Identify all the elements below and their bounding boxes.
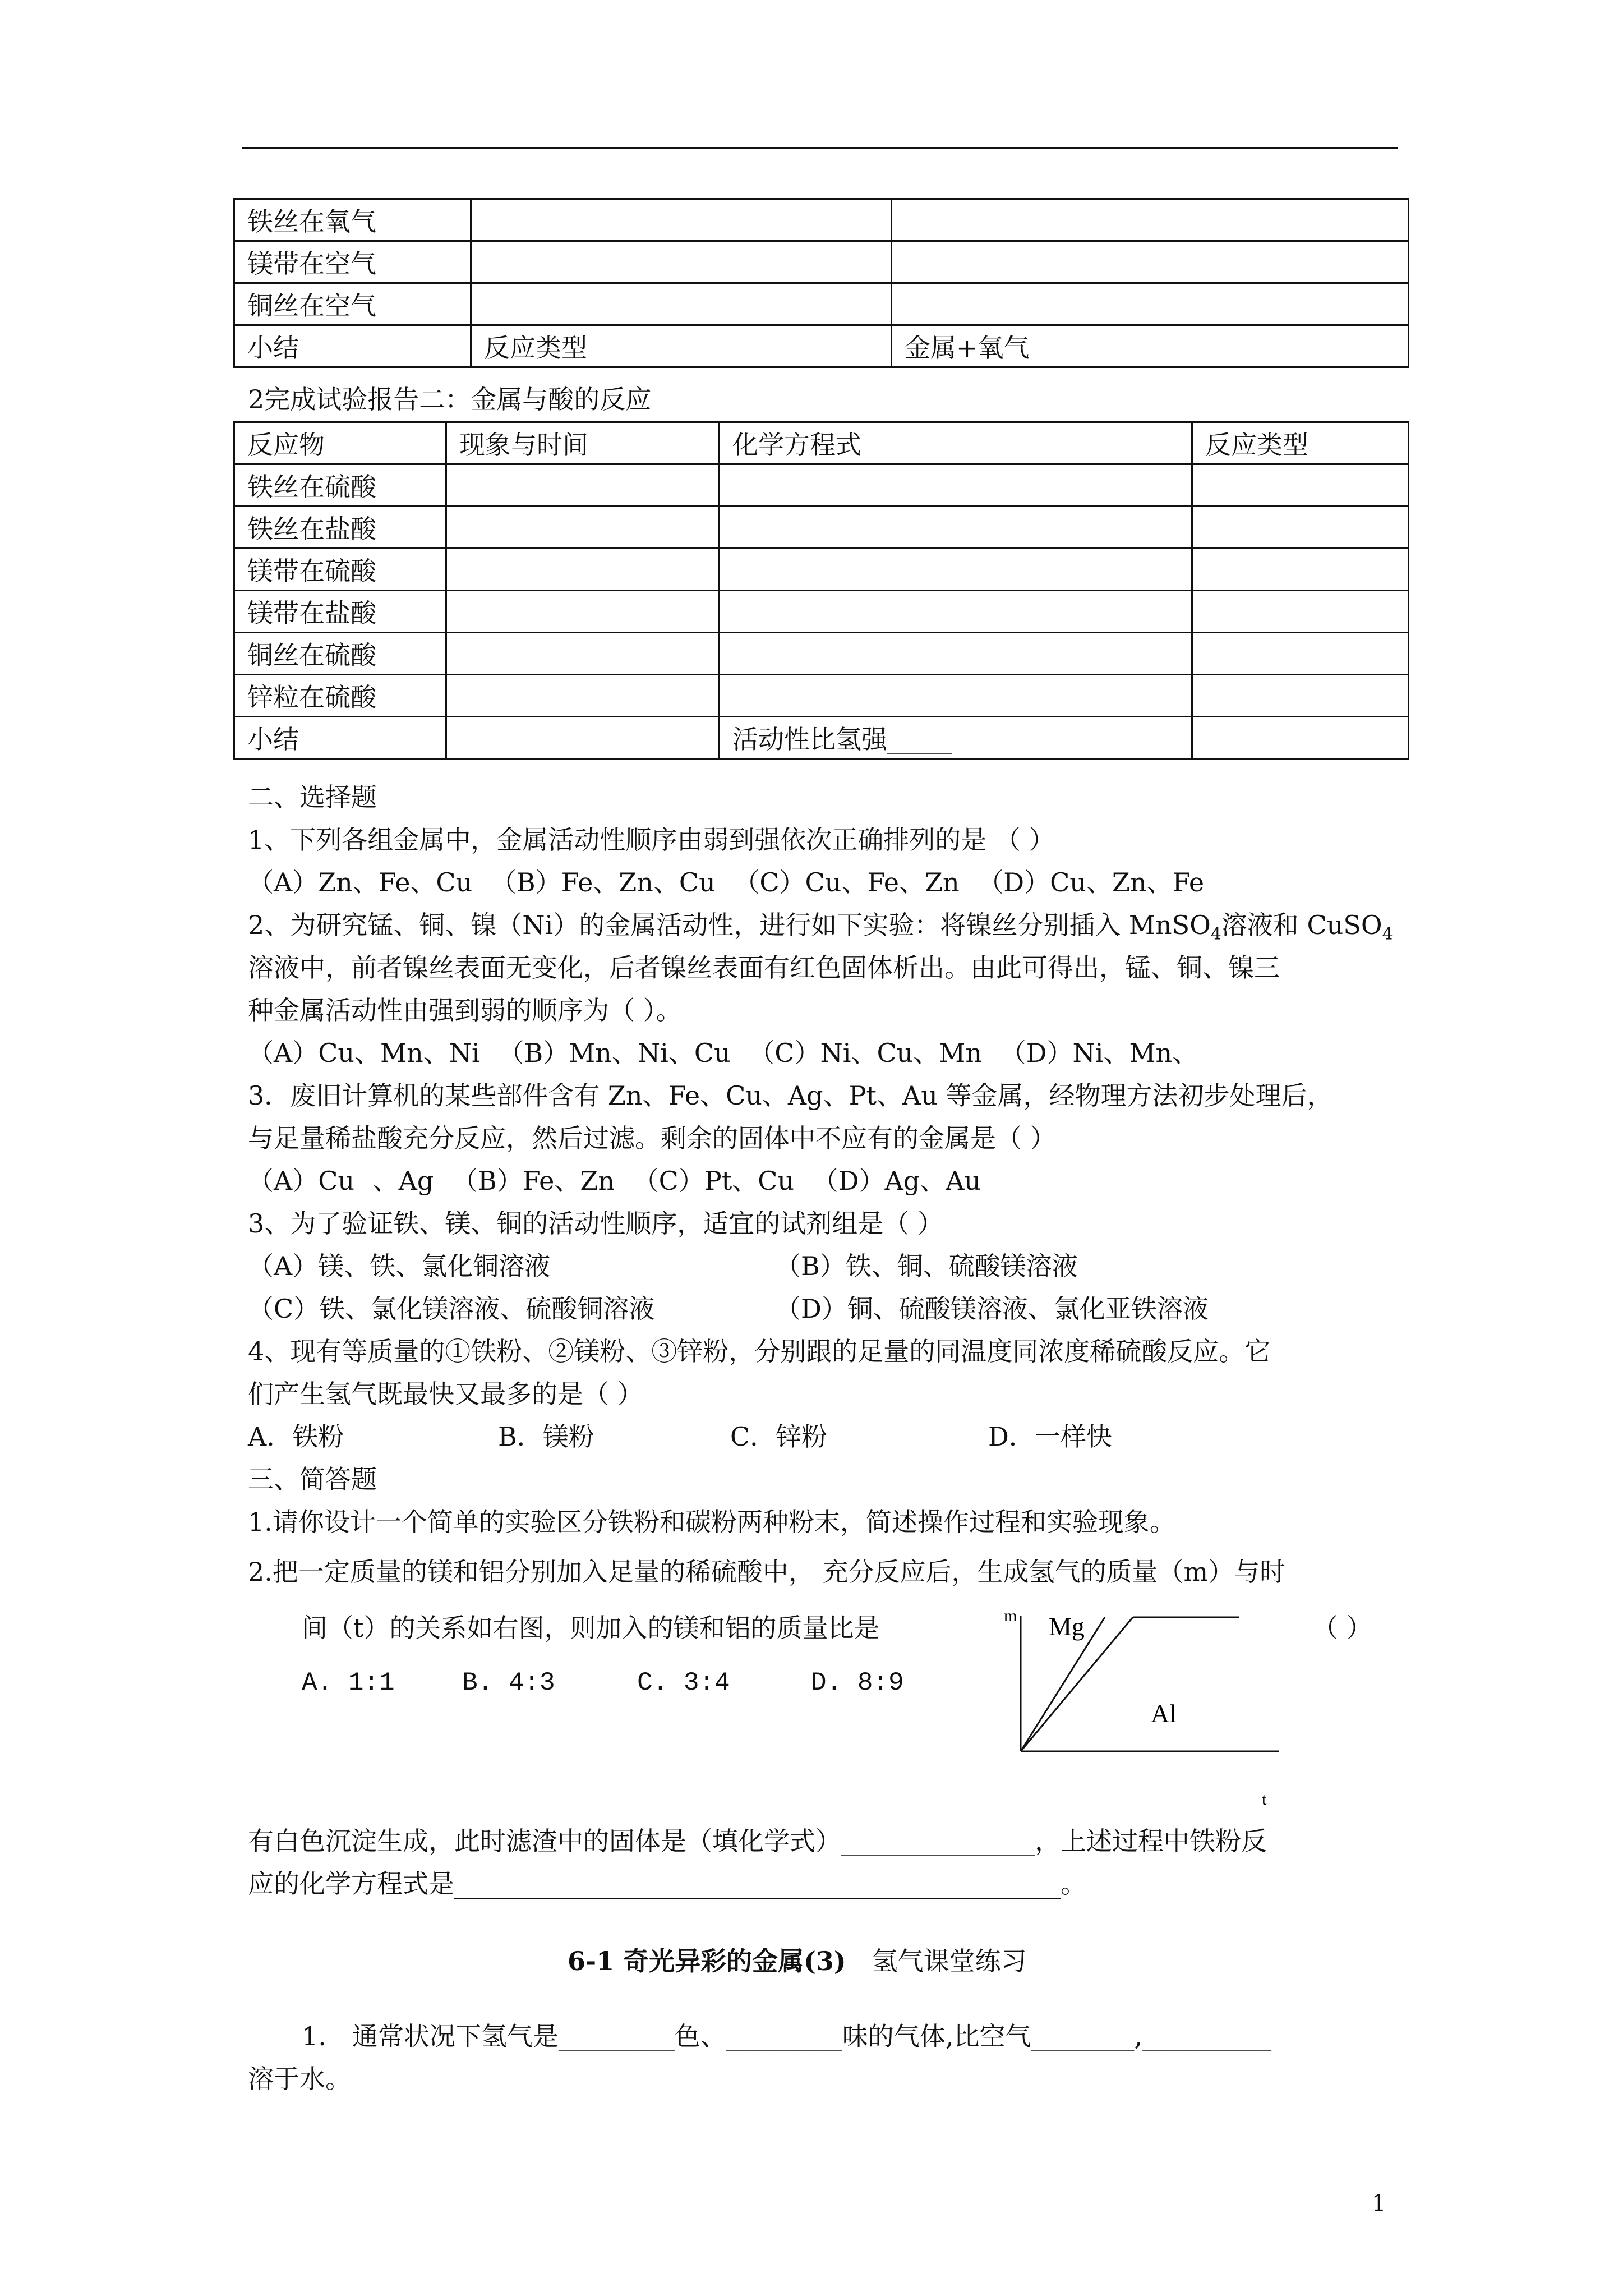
hydrogen-question-line: 1. 通常状况下氢气是_________色、_________味的气体,比空气________,__________ xyxy=(302,2021,1272,2051)
table-cell xyxy=(1192,591,1409,633)
mass-time-graph xyxy=(1004,1599,1284,1812)
table-cell xyxy=(720,591,1192,633)
table-cell xyxy=(471,241,892,283)
table-cell xyxy=(720,675,1192,717)
section-heading xyxy=(568,1944,1027,1978)
table-row xyxy=(234,241,1409,283)
q2-subscript: 4 xyxy=(1210,924,1221,945)
table-row xyxy=(234,464,1409,507)
question-1-stem: 1、下列各组金属中，金属活动性顺序由弱到强依次正确排列的是 （ ） xyxy=(248,825,1055,855)
question-4-option-d: D．一样快 xyxy=(988,1421,1112,1452)
table-cell xyxy=(720,633,1192,675)
table-cell xyxy=(892,241,1409,283)
table-cell xyxy=(446,633,720,675)
table-header: 反应类型 xyxy=(1192,422,1409,464)
question-4-line: 4、现有等质量的①铁粉、②镁粉、③锌粉，分别跟的足量的同温度同浓度稀硫酸反应。它 xyxy=(248,1336,1271,1366)
table-cell: 活动性比氢强_____ xyxy=(720,717,1192,759)
hydrogen-question-line: 溶于水。 xyxy=(248,2064,351,2094)
table-cell xyxy=(1192,633,1409,675)
table-cell xyxy=(1192,464,1409,507)
table-cell: 锌粒在硫酸 xyxy=(234,675,446,717)
table-cell xyxy=(446,549,720,591)
table-cell xyxy=(720,507,1192,549)
section-heading-rest: 氢气课堂练习 xyxy=(872,1946,1027,1976)
al-label: Al xyxy=(1151,1699,1177,1728)
question-4-option-a: A．铁粉 xyxy=(248,1421,344,1452)
q2-text-a: 2、为研究锰、铜、镍（Ni）的金属活动性，进行如下实验：将镍丝分别插入 MnSO xyxy=(248,910,1211,940)
section-title: 二、选择题 xyxy=(248,782,377,812)
table-cell xyxy=(1192,549,1409,591)
question-3b-option-c: （C）铁、氯化镁溶液、硫酸铜溶液 xyxy=(248,1294,655,1324)
table-cell xyxy=(1192,675,1409,717)
table-cell xyxy=(446,464,720,507)
table-cell: 铁丝在盐酸 xyxy=(234,507,446,549)
table-cell: 反应类型 xyxy=(471,325,892,367)
x-axis-label: t xyxy=(1262,1790,1267,1809)
table-cell xyxy=(471,283,892,325)
table-row xyxy=(234,507,1409,549)
table-cell xyxy=(471,199,892,241)
question-1-options: （A）Zn、Fe、Cu （B）Fe、Zn、Cu （C）Cu、Fe、Zn （D）Cu、Zn、Fe xyxy=(248,867,1205,898)
table-cell: 镁带在盐酸 xyxy=(234,591,446,633)
table-row xyxy=(234,549,1409,591)
table-row xyxy=(234,199,1409,241)
question-2-line xyxy=(248,908,1393,951)
short-answer-2-option-d: D. 8:9 xyxy=(811,1668,904,1697)
page-number: 1 xyxy=(1372,2191,1386,2216)
table-cell: 镁带在空气 xyxy=(234,241,471,283)
short-answer-2-option-b: B. 4:3 xyxy=(462,1668,555,1697)
question-3b-stem: 3、为了验证铁、镁、铜的活动性顺序，适宜的试剂组是（ ） xyxy=(248,1208,943,1239)
table-cell xyxy=(446,675,720,717)
section-title: 三、简答题 xyxy=(248,1464,377,1494)
table-cell xyxy=(720,549,1192,591)
table-row xyxy=(234,633,1409,675)
metal-oxygen-table xyxy=(233,198,1409,368)
short-answer-2-line: 2.把一定质量的镁和铝分别加入足量的稀硫酸中， 充分反应后，生成氢气的质量（m）与时 xyxy=(248,1557,1286,1587)
table-cell xyxy=(1192,507,1409,549)
question-3b-option-b: （B）铁、铜、硫酸镁溶液 xyxy=(775,1251,1078,1281)
table-row xyxy=(234,591,1409,633)
fill-line: 应的化学方程式是_______________________________________________。 xyxy=(248,1869,1086,1899)
table-cell: 小结 xyxy=(234,325,471,367)
table-cell: 铜丝在空气 xyxy=(234,283,471,325)
table-row xyxy=(234,717,1409,759)
table-header: 化学方程式 xyxy=(720,422,1192,464)
question-2-line: 溶液中，前者镍丝表面无变化，后者镍丝表面有红色固体析出。由此可得出，锰、铜、镍三 xyxy=(248,953,1280,983)
table-header: 反应物 xyxy=(234,422,446,464)
table-cell: 铜丝在硫酸 xyxy=(234,633,446,675)
question-3a-line: 3．废旧计算机的某些部件含有 Zn、Fe、Cu、Ag、Pt、Au 等金属，经物理方法初步处理后， xyxy=(248,1080,1333,1111)
question-4-line: 们产生氢气既最快又最多的是（ ） xyxy=(248,1379,643,1409)
table-cell: 金属+氧气 xyxy=(892,325,1409,367)
table-cell xyxy=(446,591,720,633)
table-cell xyxy=(446,507,720,549)
question-4-option-b: B．镁粉 xyxy=(498,1421,594,1452)
fill-line: 有白色沉淀生成，此时滤渣中的固体是（填化学式）_______________，上述过程中铁粉反 xyxy=(248,1826,1267,1856)
table-cell xyxy=(446,717,720,759)
table-cell: 铁丝在氧气 xyxy=(234,199,471,241)
table-cell xyxy=(720,464,1192,507)
section-heading-bold: 6-1 奇光异彩的金属(3) xyxy=(568,1946,846,1976)
table-row xyxy=(234,325,1409,367)
question-4-option-c: C．锌粉 xyxy=(730,1421,828,1452)
question-3b-option-a: （A）镁、铁、氯化铜溶液 xyxy=(248,1251,551,1281)
short-answer-2-line: 间（t）的关系如右图，则加入的镁和铝的质量比是 xyxy=(302,1613,880,1643)
table-row xyxy=(234,675,1409,717)
answer-paren: （ ） xyxy=(1312,1613,1372,1643)
y-axis-label: m xyxy=(1004,1607,1017,1625)
report2-heading: 2完成试验报告二：金属与酸的反应 xyxy=(248,384,652,415)
table-cell: 铁丝在硫酸 xyxy=(234,464,446,507)
short-answer-2-option-a: A. 1:1 xyxy=(302,1668,395,1697)
question-2-line: 种金属活动性由强到弱的顺序为（ ）。 xyxy=(248,995,682,1025)
table-cell xyxy=(892,199,1409,241)
table-cell: 小结 xyxy=(234,717,446,759)
metal-acid-table xyxy=(233,421,1409,760)
short-answer-2-option-c: C. 3:4 xyxy=(637,1668,730,1697)
mg-label: Mg xyxy=(1049,1612,1085,1641)
table-cell xyxy=(1192,717,1409,759)
short-answer-1: 1.请你设计一个简单的实验区分铁粉和碳粉两种粉末，简述操作过程和实验现象。 xyxy=(248,1507,1175,1537)
table-row xyxy=(234,283,1409,325)
table-cell: 镁带在硫酸 xyxy=(234,549,446,591)
table-header-row xyxy=(234,422,1409,464)
q2-subscript: 4 xyxy=(1382,924,1393,945)
question-3a-options: （A）Cu 、Ag （B）Fe、Zn （C）Pt、Cu （D）Ag、Au xyxy=(248,1166,981,1196)
table-header: 现象与时间 xyxy=(446,422,720,464)
question-3b-option-d: （D）铜、硫酸镁溶液、氯化亚铁溶液 xyxy=(775,1294,1209,1324)
question-2-options: （A）Cu、Mn、Ni （B）Mn、Ni、Cu （C）Ni、Cu、Mn （D）Ni、Mn、 xyxy=(248,1038,1198,1068)
table-cell xyxy=(892,283,1409,325)
q2-text-b: 溶液和 CuSO xyxy=(1221,910,1382,940)
header-rule xyxy=(242,147,1398,149)
question-3a-line: 与足量稀盐酸充分反应，然后过滤。剩余的固体中不应有的金属是（ ） xyxy=(248,1123,1056,1153)
